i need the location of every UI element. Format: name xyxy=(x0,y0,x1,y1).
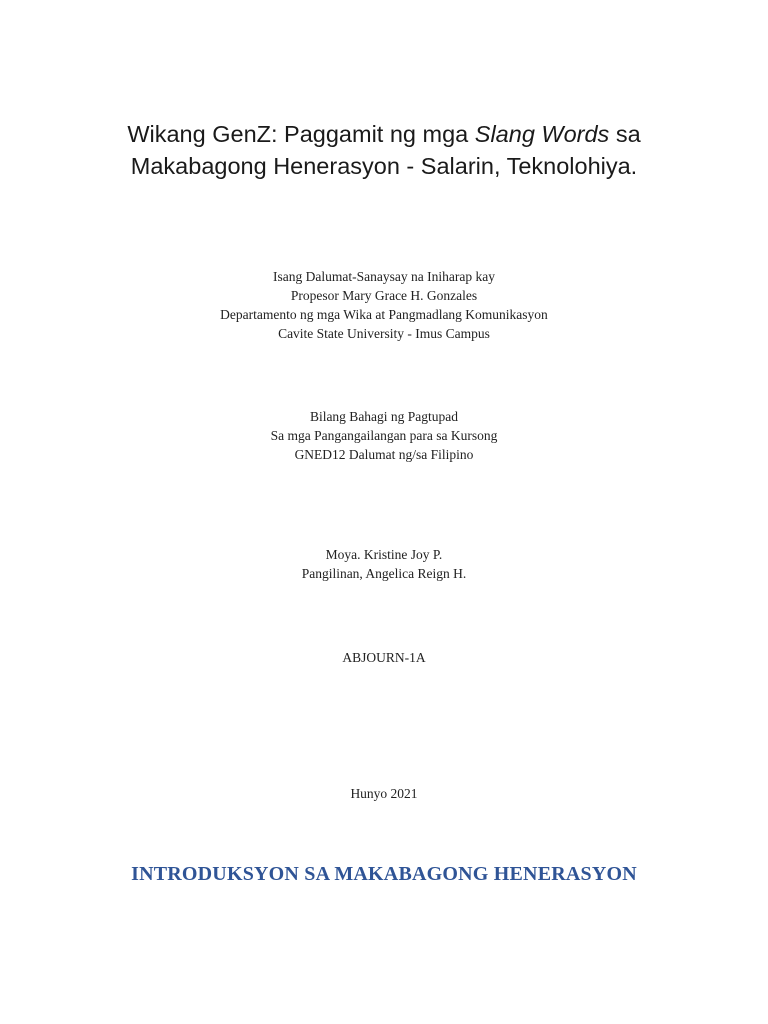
requirements-line: Sa mga Pangangailangan para sa Kursong xyxy=(270,428,498,443)
document-title xyxy=(0,118,768,182)
presentation-line: Isang Dalumat-Sanaysay na Iniharap kay xyxy=(273,269,495,284)
section-block xyxy=(0,648,768,667)
course-name: GNED12 Dalumat ng/sa Filipino xyxy=(294,447,474,462)
author-name: Pangilinan, Angelica Reign H. xyxy=(301,566,467,581)
authors-block xyxy=(0,545,768,583)
submission-date: Hunyo 2021 xyxy=(350,786,418,801)
presentation-block xyxy=(0,267,768,343)
fulfillment-block xyxy=(0,407,768,464)
title-italic-slang-words: Slang Words xyxy=(474,121,610,147)
section-name: ABJOURN-1A xyxy=(342,650,426,665)
university-name: Cavite State University - Imus Campus xyxy=(278,326,490,341)
author-name: Moya. Kristine Joy P. xyxy=(325,547,443,562)
section-heading: INTRODUKSYON SA MAKABAGONG HENERASYON xyxy=(131,863,637,885)
fulfillment-line: Bilang Bahagi ng Pagtupad xyxy=(309,409,459,424)
title-part-1: Wikang GenZ: Paggamit ng mga xyxy=(127,121,475,147)
title-line-2: Makabagong Henerasyon - Salarin, Teknolohiya. xyxy=(130,153,638,179)
title-part-2: sa xyxy=(609,121,641,147)
date-block xyxy=(0,784,768,803)
professor-name: Propesor Mary Grace H. Gonzales xyxy=(290,288,478,303)
department-name: Departamento ng mga Wika at Pangmadlang Komunikasyon xyxy=(220,307,548,322)
